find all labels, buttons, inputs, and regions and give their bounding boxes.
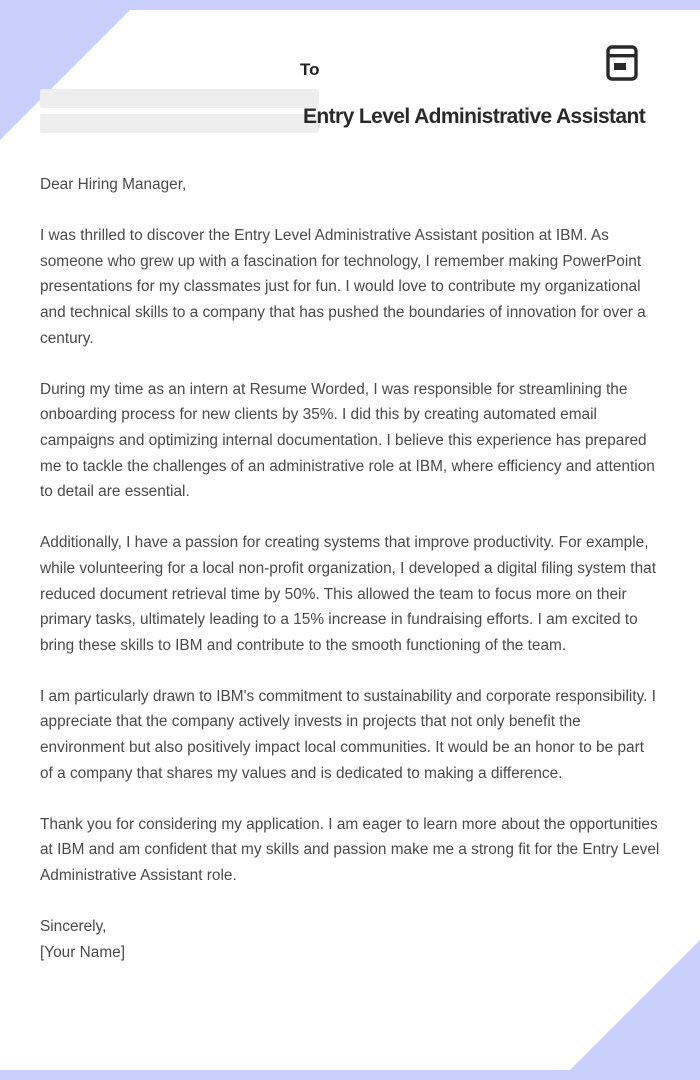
letter-body — [40, 172, 660, 965]
signature: [Your Name] — [40, 943, 125, 961]
to-label: To — [300, 60, 320, 79]
paragraph-1: I was thrilled to discover the Entry Level Administrative Assistant position at IBM. As someone who grew up with a fascination for technology, I remember making PowerPoint presentations for my classmates just for fun. I would love to contribute my organizational and technical skills to a company that has pushed the boundaries of innovation for over a century. — [40, 227, 646, 347]
job-title: Entry Level Administrative Assistant — [303, 105, 646, 128]
paragraph-4: I am particularly drawn to IBM's commitment to sustainability and corporate responsibility. I appreciate that the company actively invests in projects that not only benefit the environment but also positively impact local communities. It would be an honor to be part of a company that shares my values and is dedicated to making a difference. — [40, 687, 656, 782]
salutation: Dear Hiring Manager, — [40, 176, 187, 193]
closing: Sincerely, — [40, 918, 107, 936]
paragraph-5: Thank you for considering my application. I am eager to learn more about the opportunities at IBM and am confident that my skills and passion make me a strong fit for the Entry Level Administrative Assistant role. — [40, 815, 660, 885]
paragraph-2: During my time as an intern at Resume Worded, I was responsible for streamlining the onboarding process for new clients by 35%. I did this by creating automated email campaigns and optimizing internal documentation. I believe this experience has prepared me to tackle the challenges of an administrative role at IBM, where efficiency and attention to detail are essential. — [40, 380, 655, 501]
document-icon — [606, 45, 638, 81]
recipient-name-placeholder — [40, 89, 319, 108]
paragraph-3: Additionally, I have a passion for creating systems that improve productivity. For example, while volunteering for a local non-profit organization, I developed a digital filing system that reduced document retrieval time by 50%. This allowed the team to focus more on their primary tasks, ultimately leading to a 15% increase in fundraising efforts. I am excited to bring these skills to IBM and contribute to the smooth functioning of the team. — [40, 534, 656, 654]
recipient-address-placeholder — [40, 114, 319, 133]
letter-page — [0, 10, 700, 1070]
